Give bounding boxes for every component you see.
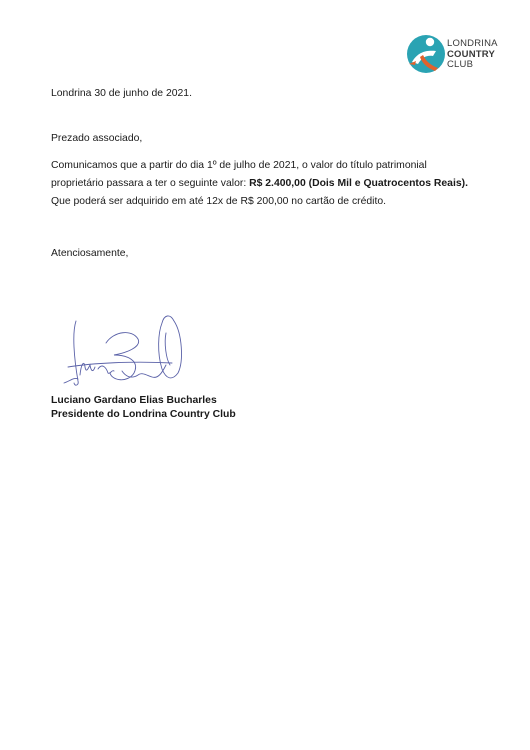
- logo-line-3: CLUB: [447, 59, 474, 70]
- signer-block: [51, 394, 236, 421]
- club-logo-wordmark: [447, 39, 498, 71]
- logo-line-2: COUNTRY: [447, 48, 496, 60]
- body-text-price: R$ 2.400,00 (Dois Mil e Quatrocentos Reais).: [249, 178, 468, 189]
- body-text-part-1: Comunicamos que a partir do dia 1º de julho de 2021, o valor do título patrimonial proprietário passara a ter o seguinte valor:: [51, 160, 427, 189]
- signer-name: Luciano Gardano Elias Bucharles: [51, 395, 217, 406]
- signer-title: Presidente do Londrina Country Club: [51, 408, 236, 420]
- letter-greeting: Prezado associado,: [51, 133, 143, 144]
- letter-date: Londrina 30 de junho de 2021.: [51, 88, 192, 99]
- body-text-part-2: Que poderá ser adquirido em até 12x de R$ 200,00 no cartão de crédito.: [51, 196, 387, 207]
- club-logo-icon: [406, 34, 446, 76]
- logo-line-1: LONDRINA: [447, 38, 498, 49]
- letter-body: [51, 157, 481, 211]
- letter-closing: Atenciosamente,: [51, 248, 129, 259]
- handwritten-signature: [62, 303, 192, 393]
- club-logo: [406, 34, 518, 78]
